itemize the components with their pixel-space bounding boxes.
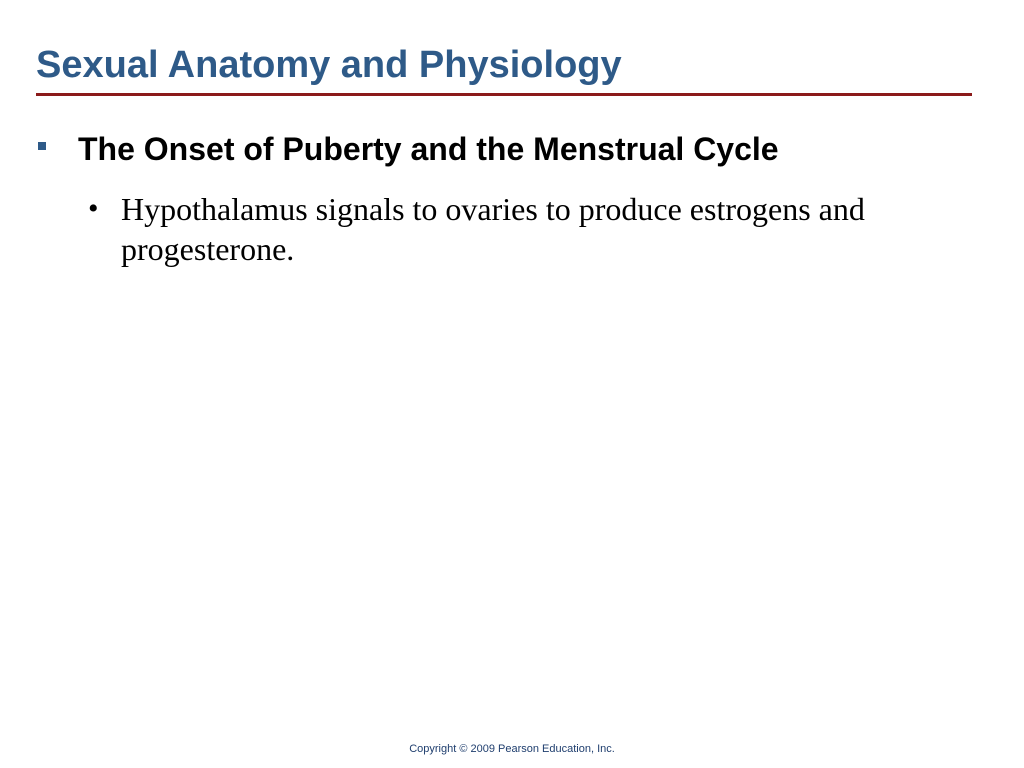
title-divider <box>36 93 972 96</box>
copyright-footer: Copyright © 2009 Pearson Education, Inc. <box>409 743 615 755</box>
sub-bullet-item <box>88 189 941 269</box>
slide-title: Sexual Anatomy and Physiology <box>36 44 622 86</box>
bullet-text: The Onset of Puberty and the Menstrual Cycle <box>78 131 779 167</box>
dot-bullet-icon: • <box>88 192 99 225</box>
bullet-item <box>38 130 779 168</box>
sub-bullet-text: Hypothalamus signals to ovaries to produce estrogens and progesterone. <box>121 191 865 267</box>
square-bullet-icon <box>38 142 46 150</box>
